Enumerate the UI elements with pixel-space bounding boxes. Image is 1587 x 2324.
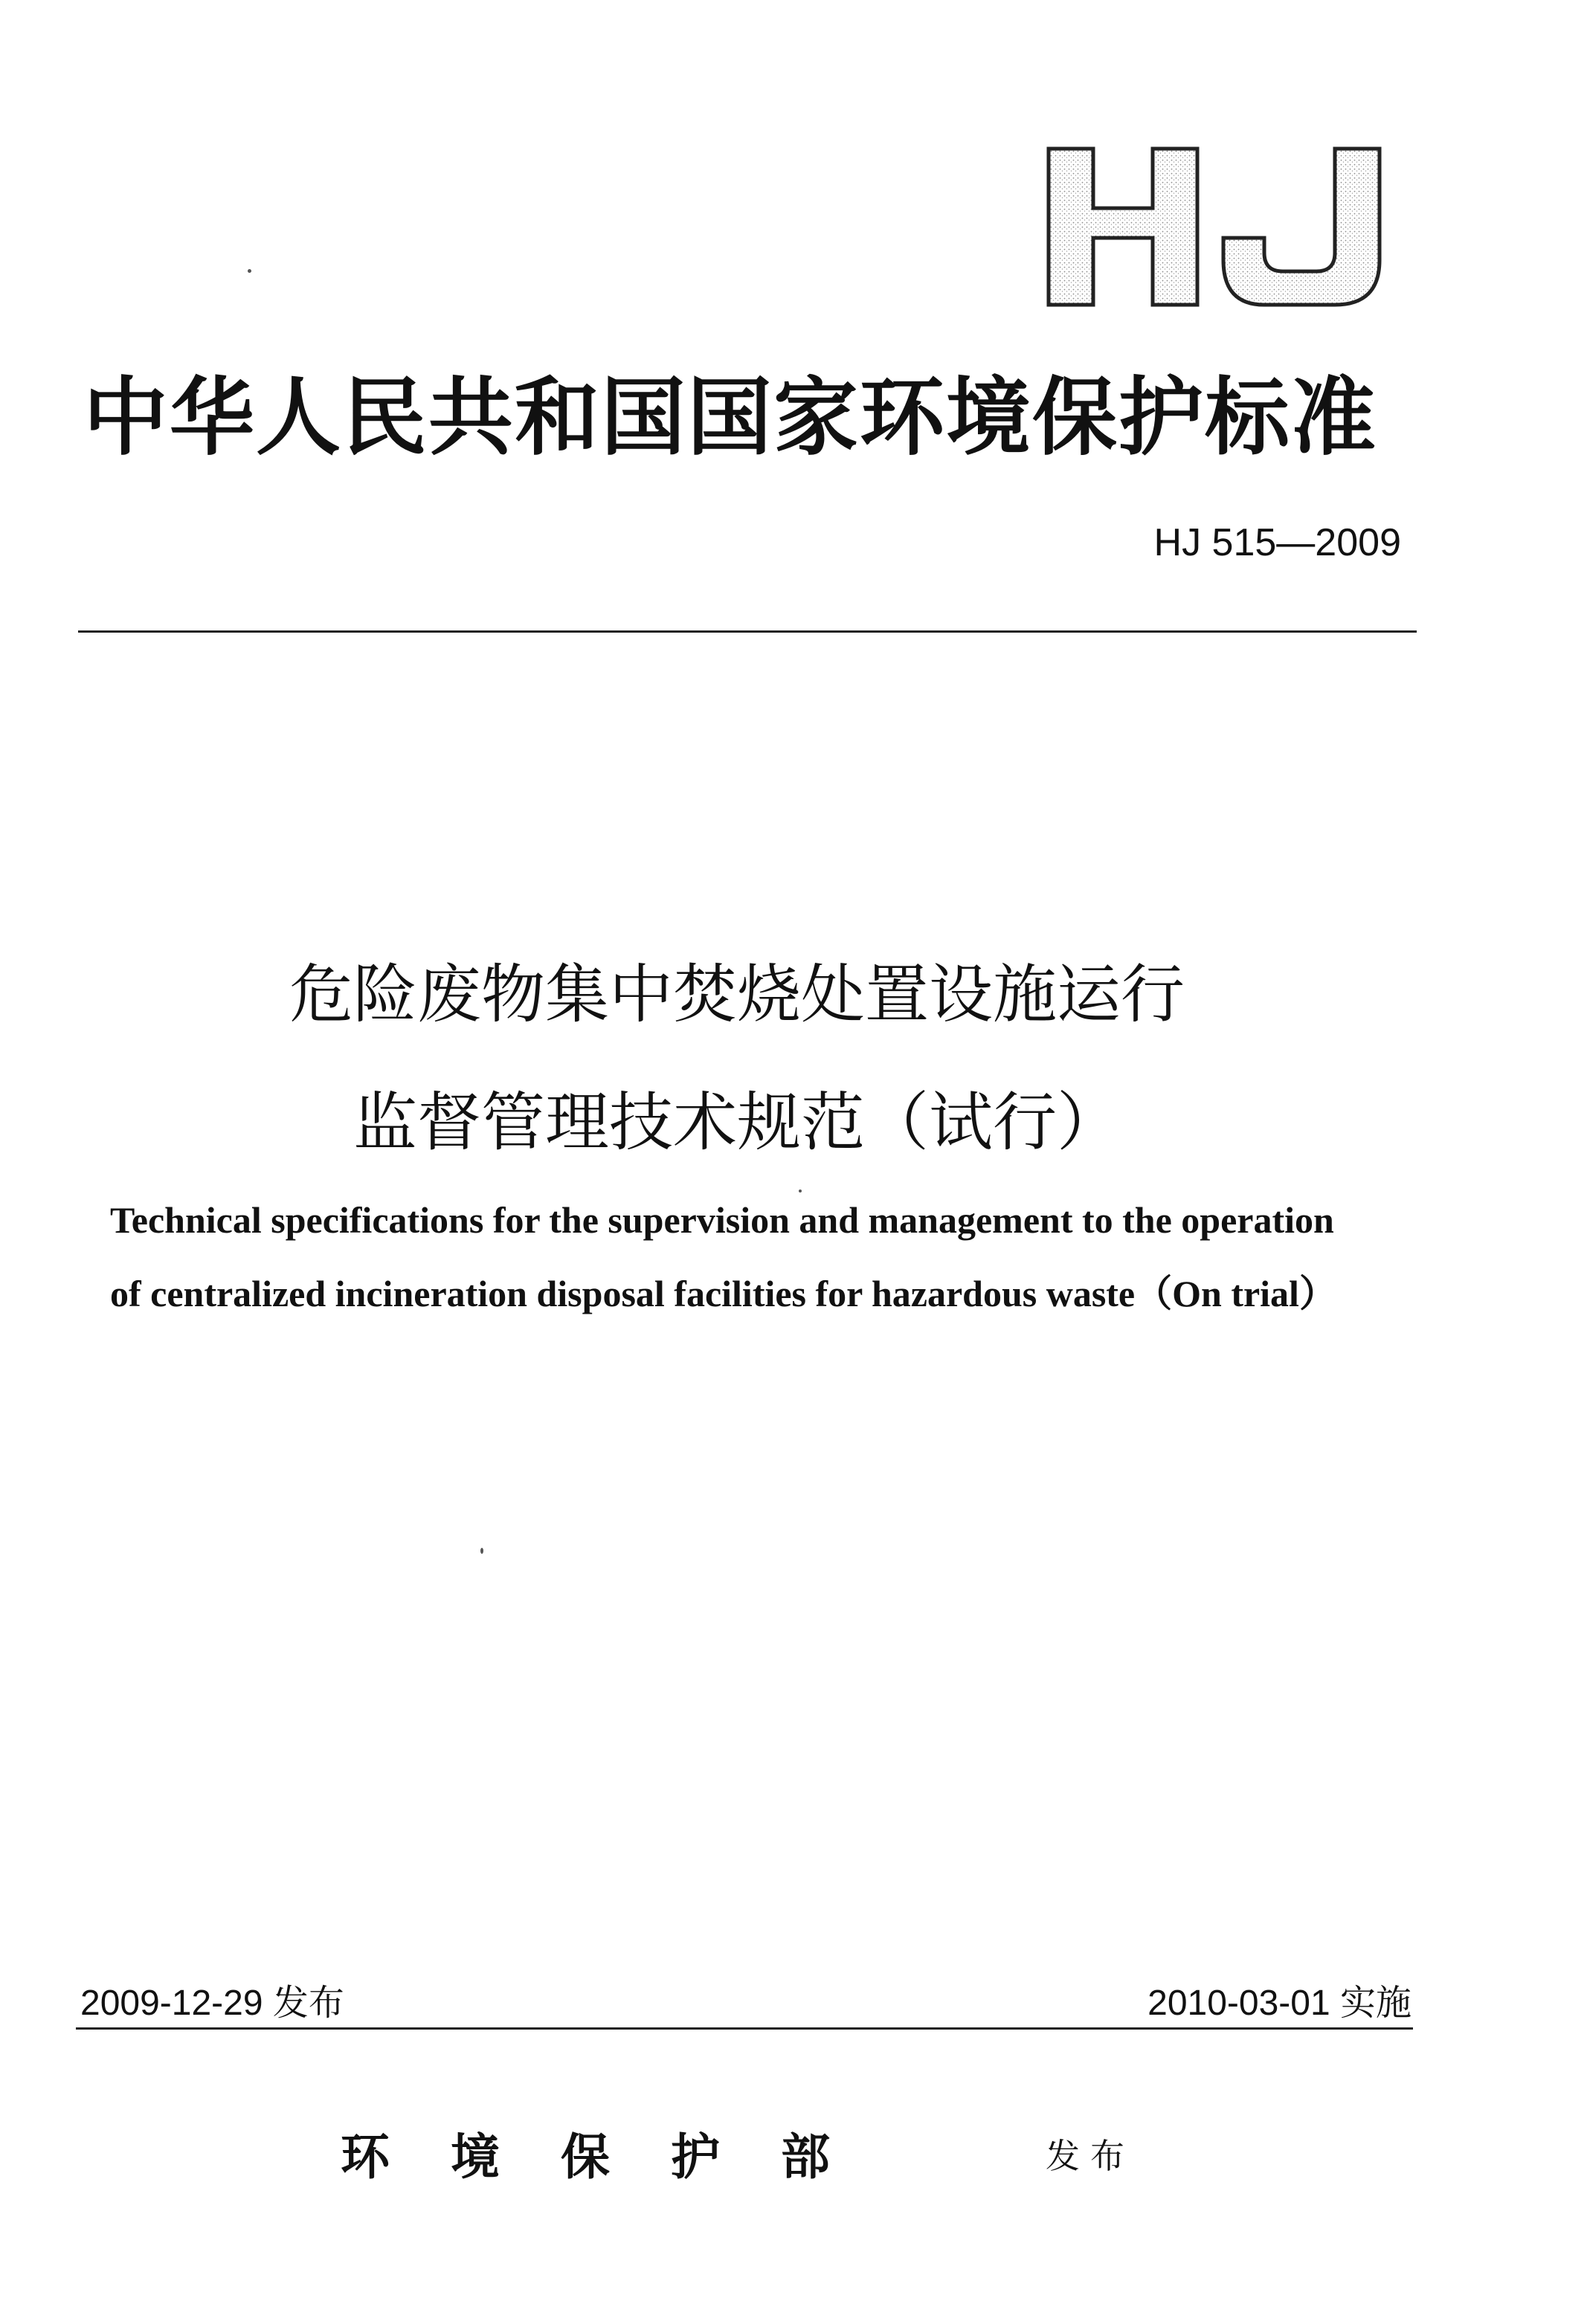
issue-date: 2009-12-29 发布 [80,1984,344,2023]
title-zh-line2: 监督管理技术规范（试行） [353,1085,1121,1160]
bottom-divider [76,2027,1413,2030]
effective-date: 2010-03-01 实施 [1147,1984,1411,2023]
title-en-line2: of centralized incineration disposal facilities for hazardous waste（On trial） [110,1273,1336,1314]
scan-speck [480,1548,483,1554]
standard-code: HJ 515—2009 [1153,521,1401,564]
scan-speck [799,1190,802,1192]
title-en-line1: Technical specifications for the supervision and management to the operation [110,1199,1334,1241]
top-divider [78,630,1417,633]
logo-letter-j [1223,149,1380,305]
header-title: 中华人民共和国国家环境保护标准 [83,367,1378,467]
title-zh-line1: 危险废物集中焚烧处置设施运行 [289,958,1185,1032]
scan-speck [248,269,251,273]
hj-logo [1041,141,1398,312]
publisher-suffix: 发布 [1046,2136,1135,2176]
publisher-name: 环境保护部 [341,2128,891,2186]
logo-letter-h [1049,149,1197,305]
